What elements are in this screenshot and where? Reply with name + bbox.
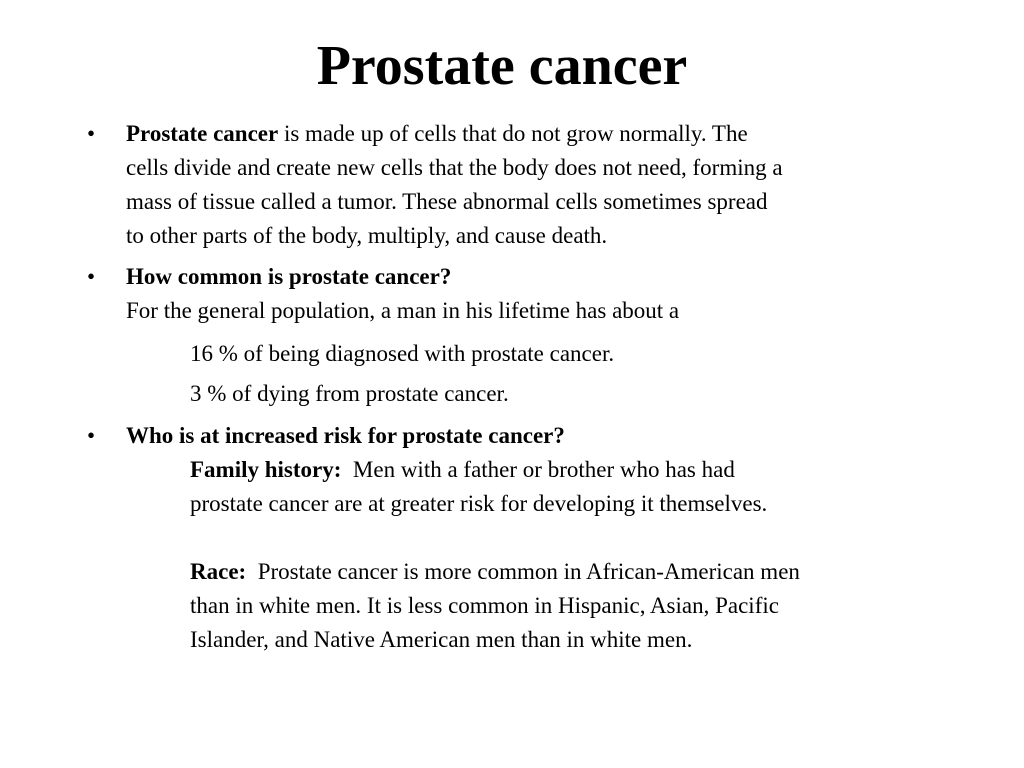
bullet-marker: • — [87, 423, 96, 448]
definition-text — [126, 117, 966, 253]
risk-family-history — [190, 453, 980, 521]
race-line-1-rest: Prostate cancer is more common in African-American men — [246, 559, 800, 584]
race-line-1 — [190, 555, 980, 589]
how-common-heading-text: How common is prostate cancer? — [126, 264, 452, 289]
definition-line-4: to other parts of the body, multiply, and cause death. — [126, 223, 608, 248]
race-line-3: Islander, and Native American men than in white men. — [190, 627, 693, 652]
risk-race — [190, 555, 980, 657]
definition-line-1-rest: is made up of cells that do not grow normally. The — [278, 121, 748, 146]
race-line-2: than in white men. It is less common in Hispanic, Asian, Pacific — [190, 593, 779, 618]
bullet-marker: • — [87, 264, 96, 289]
how-common-intro: For the general population, a man in his lifetime has about a — [126, 298, 680, 323]
risk-heading-text: Who is at increased risk for prostate cancer? — [126, 423, 565, 448]
stat-dying: 3 % of dying from prostate cancer. — [190, 381, 509, 406]
family-line-1 — [190, 453, 980, 487]
stat-diagnosed: 16 % of being diagnosed with prostate cancer. — [190, 341, 615, 366]
family-line-2: prostate cancer are at greater risk for developing it themselves. — [190, 491, 768, 516]
how-common-heading — [126, 260, 966, 294]
definition-line-3: mass of tissue called a tumor. These abnormal cells sometimes spread — [126, 189, 768, 214]
definition-bold-lead: Prostate cancer — [126, 121, 279, 146]
risk-heading — [126, 419, 966, 453]
family-history-label: Family history: — [190, 457, 342, 482]
bullet-marker: • — [87, 121, 96, 146]
definition-line-2: cells divide and create new cells that the body does not need, forming a — [126, 155, 783, 180]
how-common-text — [126, 260, 966, 328]
definition-line-1 — [126, 117, 966, 151]
family-line-1-rest: Men with a father or brother who has had — [341, 457, 735, 482]
slide-title: Prostate cancer — [316, 35, 688, 97]
race-label: Race: — [190, 559, 247, 584]
